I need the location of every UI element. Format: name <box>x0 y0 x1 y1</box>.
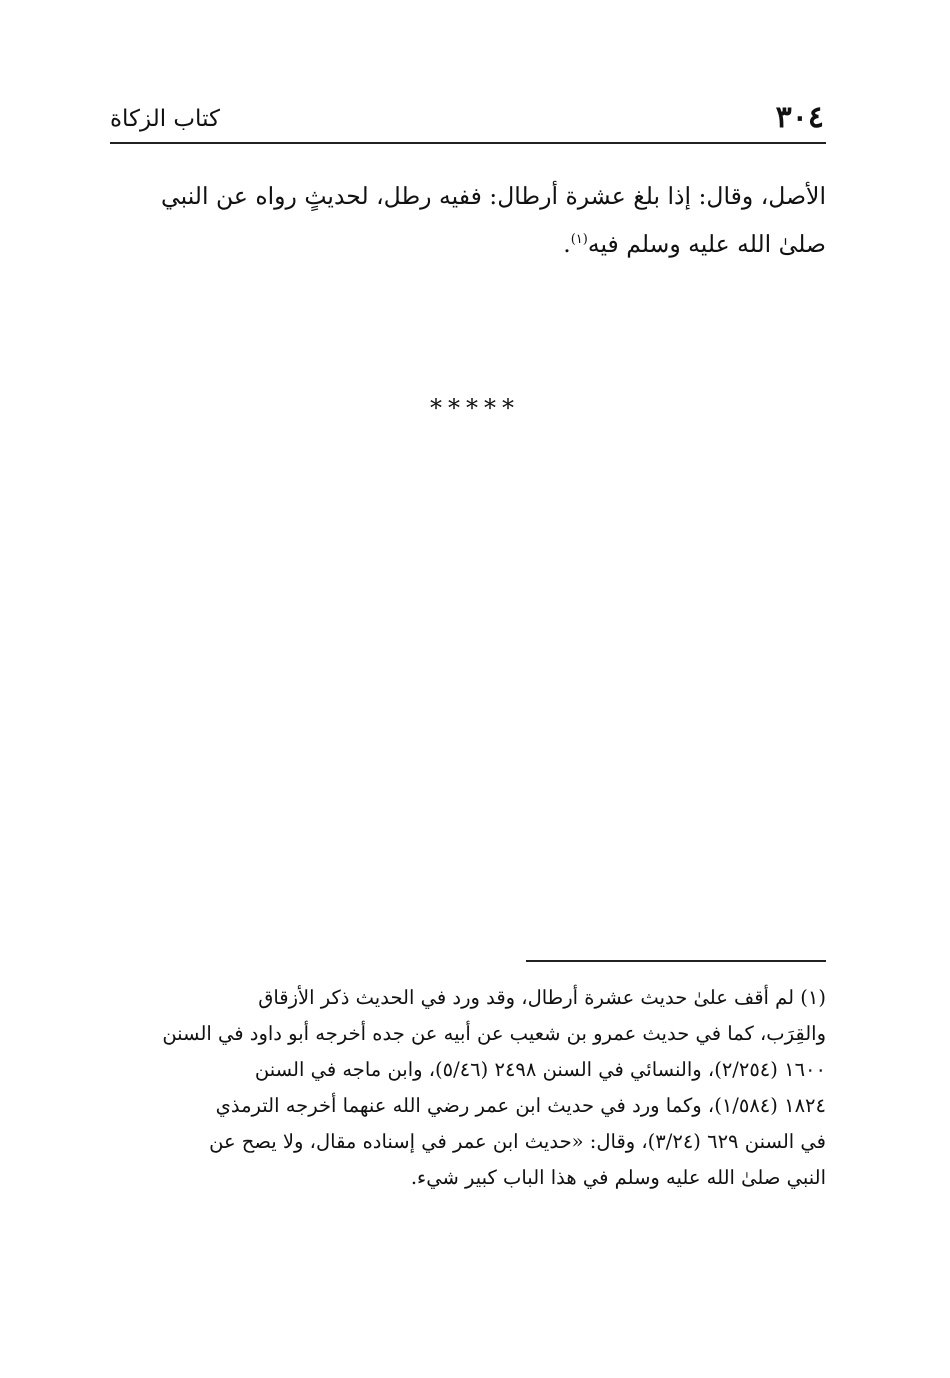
main-text-end-period: . <box>563 230 571 258</box>
footnote-line: ١٨٢٤ (١/٥٨٤)، وكما ورد في حديث ابن عمر رضي الله عنهما أخرجه الترمذي <box>215 1094 826 1117</box>
footnote <box>110 980 826 1196</box>
main-text <box>110 172 826 268</box>
footnote-line: في السنن ٦٢٩ (٣/٢٤)، وقال: «حديث ابن عمر في إسناده مقال، ولا يصح عن <box>209 1130 826 1153</box>
page-header <box>110 96 826 144</box>
page-number: ٣٠٤ <box>775 100 824 135</box>
running-title: كتاب الزكاة <box>110 106 220 132</box>
footnote-line: والقِرَب، كما في حديث عمرو بن شعيب عن أبيه عن جده أخرجه أبو داود في السنن <box>162 1022 826 1045</box>
main-text-line <box>110 220 826 268</box>
footnote-line: (١) لم أقف علىٰ حديث عشرة أرطال، وقد ورد في الحديث ذكر الأزقاق <box>258 986 826 1009</box>
section-separator: ***** <box>430 394 520 422</box>
footnote-line: ١٦٠٠ (٢/٢٥٤)، والنسائي في السنن ٢٤٩٨ (٥/٤٦)، وابن ماجه في السنن <box>254 1058 826 1081</box>
footnote-reference: (١) <box>570 232 588 248</box>
footnote-line: النبي صلىٰ الله عليه وسلم في هذا الباب كبير شيء. <box>410 1166 826 1189</box>
main-text-line-content: صلىٰ الله عليه وسلم فيه <box>587 230 826 258</box>
main-text-line: الأصل، وقال: إذا بلغ عشرة أرطال: ففيه رطل، لحديثٍ رواه عن النبي <box>161 182 826 210</box>
footnote-divider <box>526 960 826 962</box>
